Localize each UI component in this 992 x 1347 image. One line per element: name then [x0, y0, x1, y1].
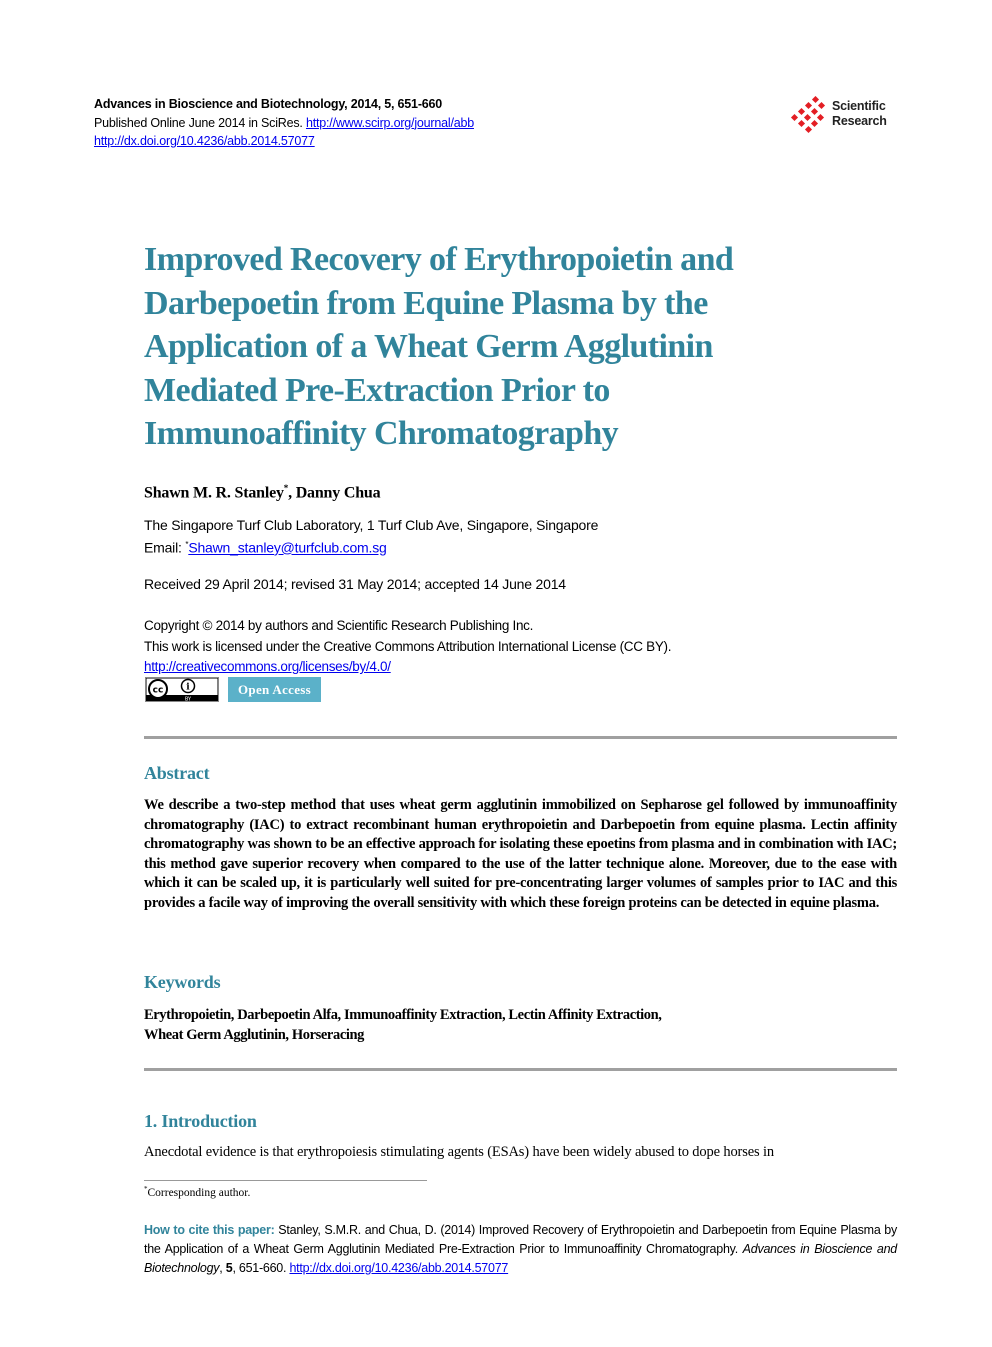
cite-separator: , [219, 1261, 226, 1275]
journal-info [94, 95, 474, 151]
cite-journal: Advances in Bioscience and Biotechnology [144, 1242, 897, 1275]
title-line: Application of a Wheat Germ Agglutinin [144, 328, 713, 365]
email-line [144, 535, 598, 558]
title-line: Improved Recovery of Erythropoietin and [144, 241, 734, 278]
publication-dates: Received 29 April 2014; revised 31 May 2014; accepted 14 June 2014 [144, 576, 566, 592]
published-prefix: Published Online June 2014 in SciRes. [94, 115, 306, 130]
doi-link[interactable]: http://dx.doi.org/10.4236/abb.2014.57077 [94, 134, 315, 148]
cc-by-icon [146, 678, 218, 701]
footnote-divider [144, 1180, 427, 1181]
email-link[interactable]: Shawn_stanley@turfclub.com.sg [188, 539, 387, 556]
svg-text:i: i [186, 682, 190, 693]
cite-label: How to cite this paper: [144, 1223, 275, 1237]
corresponding-mark: * [283, 483, 289, 493]
keywords-list [144, 1005, 897, 1045]
license-statement: This work is licensed under the Creative Commons Attribution International License (CC BY). [144, 638, 672, 654]
logo-diamond-grid-icon [790, 96, 830, 136]
keywords-heading: Keywords [144, 972, 221, 992]
cite-doi-link[interactable]: http://dx.doi.org/10.4236/abb.2014.57077 [289, 1261, 509, 1275]
cite-text: Stanley, S.M.R. and Chua, D. (2014) Improved Recovery of Erythropoietin and Darbepoetin from Equine Plasma by the Application of a Wheat Germ Agglutinin Mediated Pre-Extraction Prior to Immunoaffinity Chromatography. [144, 1223, 898, 1256]
section-divider [144, 736, 897, 739]
cite-volume: 5 [225, 1261, 233, 1275]
scientific-research-logo [790, 96, 900, 136]
author-name: Shawn M. R. Stanley [144, 484, 284, 502]
cite-pages: , 651-660. [232, 1261, 290, 1275]
abstract-text: We describe a two-step method that uses wheat germ agglutinin immobilized on Sepharose gel followed by immunoaffinity chromatography (IAC) to extract recombinant human erythropoietin and Darbepoetin from equine plasma. Lectin affinity chromatography was shown to be an effective approach for isolating these epoetins from plasma and in combination with IAC; this method gave superior recovery when compared to the use of the latter technique alone. Moreover, due to the ease with which it can be scaled up, it is particularly well suited for pre-concentrating larger volumes of samples prior to IAC and this provides a facile way of improving the overall sensitivity with which these foreign proteins can be detected in equine plasma. [144, 797, 897, 911]
footnote-text: Corresponding author. [147, 1186, 251, 1199]
footnote-mark: * [144, 1185, 148, 1193]
introduction-heading: 1. Introduction [144, 1111, 257, 1131]
license-url-link[interactable]: http://creativecommons.org/licenses/by/4.0/ [144, 659, 391, 674]
email-mark: * [185, 540, 189, 549]
affiliation-block [144, 515, 598, 558]
keywords-line: Erythropoietin, Darbepoetin Alfa, Immunoaffinity Extraction, Lectin Affinity Extraction, [144, 1007, 662, 1023]
author-separator: , [288, 484, 296, 502]
journal-url-link[interactable]: http://www.scirp.org/journal/abb [305, 115, 474, 130]
svg-text:cc: cc [152, 685, 164, 696]
copyright-line: Copyright © 2014 by authors and Scientific Research Publishing Inc. [144, 618, 534, 633]
logo-line-2: Research [832, 114, 887, 128]
title-line: Immunoaffinity Chromatography [144, 415, 619, 452]
paper-title [144, 238, 904, 456]
published-line [94, 114, 474, 133]
section-divider [144, 1068, 897, 1071]
affiliation: The Singapore Turf Club Laboratory, 1 Turf Club Ave, Singapore, Singapore [144, 517, 599, 533]
title-line: Mediated Pre-Extraction Prior to [144, 371, 610, 409]
journal-citation-line: Advances in Bioscience and Biotechnology, 2014, 5, 651-660 [94, 97, 443, 111]
how-to-cite [144, 1221, 897, 1278]
introduction-text: Anecdotal evidence is that erythropoiesis stimulating agents (ESAs) have been widely abused to dope horses in [144, 1144, 774, 1160]
logo-text [832, 99, 887, 129]
author-list [144, 483, 380, 502]
keywords-line: Wheat Germ Agglutinin, Horseracing [144, 1027, 364, 1043]
footnote [144, 1185, 250, 1199]
abstract-heading: Abstract [144, 763, 210, 783]
author-name: Danny Chua [295, 484, 381, 502]
cc-by-badge[interactable] [145, 677, 219, 702]
logo-line-1: Scientific [832, 99, 886, 113]
svg-text:BY: BY [184, 696, 192, 701]
email-label: Email: [144, 539, 186, 556]
license-block [144, 616, 671, 678]
open-access-badge: Open Access [228, 677, 321, 702]
title-line: Darbepoetin from Equine Plasma by the [144, 284, 708, 322]
